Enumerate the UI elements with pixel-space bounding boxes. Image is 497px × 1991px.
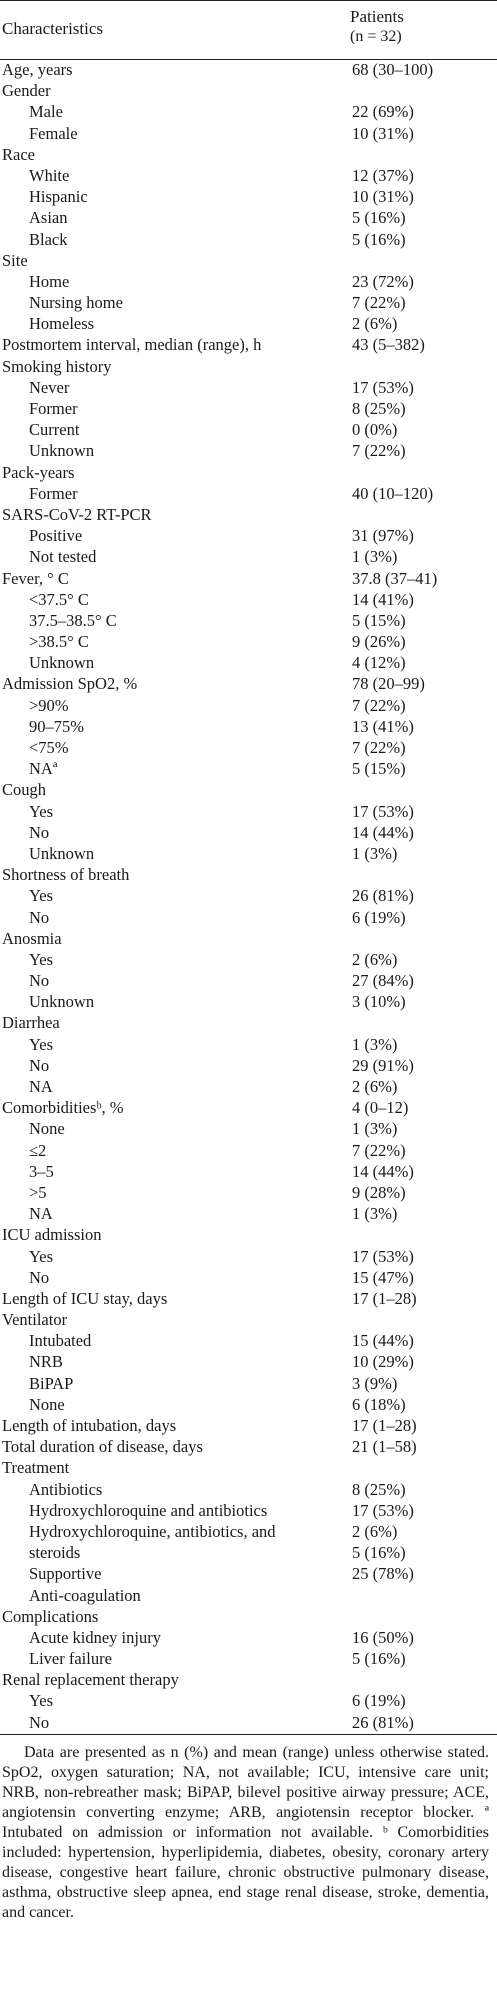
row-value: 31 (97%) — [352, 526, 414, 546]
row-label: Hispanic — [29, 187, 88, 207]
row-label: Yes — [29, 1034, 54, 1054]
table-row — [0, 399, 497, 420]
table-row — [0, 230, 497, 251]
table-footnote — [0, 1735, 497, 1923]
table-row — [0, 759, 497, 780]
row-value: 1 (3%) — [352, 843, 398, 863]
table-row — [0, 971, 497, 992]
header-patients-label: Patients — [350, 7, 404, 26]
row-label: steroids — [29, 1543, 81, 1563]
table-row — [0, 823, 497, 844]
row-label: Unknown — [29, 441, 95, 461]
table-row — [0, 420, 497, 441]
row-label: Yes — [29, 1691, 54, 1711]
row-label: BiPAP — [29, 1373, 74, 1393]
row-label: 90–75% — [29, 716, 84, 736]
row-value — [352, 1013, 497, 1034]
row-label: Ventilator — [2, 1310, 68, 1330]
table-row — [0, 1268, 497, 1289]
row-label: No — [29, 1712, 50, 1732]
row-value: 26 (81%) — [352, 1712, 414, 1732]
row-label: Length of intubation, days — [2, 1416, 177, 1435]
table-row — [0, 1289, 497, 1310]
row-value: 78 (20–99) — [352, 674, 425, 694]
table-row — [0, 335, 497, 356]
row-value: 37.8 (37–41) — [352, 568, 438, 588]
table-row — [0, 1564, 497, 1585]
row-label: Antibiotics — [29, 1479, 103, 1499]
row-label: Yes — [29, 949, 54, 969]
row-value: 9 (28%) — [352, 1182, 406, 1202]
row-value: 13 (41%) — [352, 716, 414, 736]
row-value — [352, 929, 497, 950]
table-row — [0, 1480, 497, 1501]
table-row — [0, 1310, 497, 1331]
row-label: Treatment — [2, 1458, 70, 1478]
row-label: NA — [29, 1204, 53, 1224]
row-value: 5 (16%) — [352, 208, 406, 228]
row-label: Not tested — [29, 547, 97, 567]
row-value: 21 (1–58) — [352, 1437, 417, 1457]
row-value — [352, 865, 497, 886]
row-label: None — [29, 1119, 65, 1139]
table-row — [0, 738, 497, 759]
row-value: 17 (53%) — [352, 801, 414, 821]
row-value — [352, 1586, 497, 1607]
row-label: Pack-years — [2, 462, 75, 482]
table-row — [0, 547, 497, 568]
row-label: Postmortem interval, median (range), h — [2, 335, 262, 355]
table-row — [0, 1013, 497, 1034]
table-row — [0, 1395, 497, 1416]
table-row — [0, 145, 497, 166]
table-row — [0, 60, 497, 81]
row-value — [352, 145, 497, 166]
row-value: 5 (16%) — [352, 1649, 406, 1669]
table-row — [0, 1162, 497, 1183]
row-label: Hydroxychloroquine and antibiotics — [29, 1500, 268, 1520]
table-row — [0, 1374, 497, 1395]
row-label: Admission SpO2, % — [2, 674, 138, 694]
table-row — [0, 674, 497, 695]
row-value: 3 (10%) — [352, 992, 406, 1012]
row-value: 7 (22%) — [352, 1140, 406, 1160]
row-label: NAª — [29, 759, 58, 779]
row-value: 0 (0%) — [352, 420, 398, 440]
row-value: 17 (1–28) — [352, 1288, 417, 1308]
table-row — [0, 1225, 497, 1246]
row-label: ICU admission — [2, 1225, 102, 1245]
table-row — [0, 505, 497, 526]
table-row — [0, 441, 497, 462]
row-value: 5 (16%) — [352, 1543, 406, 1563]
row-value: 7 (22%) — [352, 293, 406, 313]
table-row — [0, 992, 497, 1013]
row-label: Gender — [2, 81, 51, 101]
table-row — [0, 1077, 497, 1098]
header-patients-n: (n = 32) — [350, 28, 402, 45]
table-row — [0, 1628, 497, 1649]
row-value: 29 (91%) — [352, 1055, 414, 1075]
table-row — [0, 929, 497, 950]
table-row — [0, 1437, 497, 1458]
row-value: 12 (37%) — [352, 165, 414, 185]
table-row — [0, 378, 497, 399]
row-value: 6 (19%) — [352, 1691, 406, 1711]
table-row — [0, 1141, 497, 1162]
table-row — [0, 314, 497, 335]
row-label: 3–5 — [29, 1161, 54, 1181]
header-patients — [350, 7, 404, 47]
row-label: None — [29, 1394, 65, 1414]
table-row — [0, 696, 497, 717]
characteristics-table — [0, 60, 497, 1734]
row-value: 5 (16%) — [352, 229, 406, 249]
row-value: 15 (44%) — [352, 1331, 414, 1351]
row-value: 6 (19%) — [352, 907, 406, 927]
row-value — [352, 251, 497, 272]
row-label: Former — [29, 399, 78, 418]
row-value: 14 (41%) — [352, 589, 414, 609]
row-value: 16 (50%) — [352, 1627, 414, 1647]
row-label: Unknown — [29, 992, 95, 1012]
table-row — [0, 865, 497, 886]
row-label: White — [29, 165, 70, 185]
row-label: Cough — [2, 780, 47, 800]
row-label: Hydroxychloroquine, antibiotics, and — [29, 1521, 276, 1541]
row-label: Acute kidney injury — [29, 1627, 161, 1647]
row-value: 2 (6%) — [352, 949, 398, 969]
row-value: 23 (72%) — [352, 271, 414, 291]
row-value — [352, 1310, 497, 1331]
row-label: ≤2 — [29, 1140, 47, 1160]
table-row — [0, 1416, 497, 1437]
row-value: 7 (22%) — [352, 441, 406, 461]
row-value — [352, 1225, 497, 1246]
row-value: 1 (3%) — [352, 547, 398, 567]
table-row — [0, 590, 497, 611]
row-label: Age, years — [2, 60, 73, 79]
row-value: 7 (22%) — [352, 695, 406, 715]
table-row — [0, 124, 497, 145]
row-label: Male — [29, 102, 63, 122]
row-label: Nursing home — [29, 293, 123, 313]
row-value: 40 (10–120) — [352, 483, 434, 503]
table-row — [0, 526, 497, 547]
row-value: 17 (53%) — [352, 1246, 414, 1266]
row-label: >90% — [29, 695, 69, 715]
table-row — [0, 950, 497, 971]
table-row — [0, 1352, 497, 1373]
row-value: 8 (25%) — [352, 399, 406, 418]
row-label: Anti-coagulation — [29, 1585, 141, 1605]
row-label: Complications — [2, 1606, 99, 1626]
row-value: 17 (53%) — [352, 377, 414, 397]
table-row — [0, 272, 497, 293]
table-row — [0, 463, 497, 484]
row-value: 43 (5–382) — [352, 335, 425, 355]
row-label: SARS-CoV-2 RT-PCR — [2, 504, 152, 524]
row-label: Yes — [29, 801, 54, 821]
table-row — [0, 1522, 497, 1543]
row-value: 2 (6%) — [352, 1521, 398, 1541]
table-row — [0, 81, 497, 102]
row-label: Supportive — [29, 1564, 102, 1584]
row-value: 9 (26%) — [352, 632, 406, 652]
table-row — [0, 780, 497, 801]
footnote-text: Data are presented as n (%) and mean (range) unless otherwise stated. SpO2, oxygen saturation; NA, not available; ICU, intensive care unit; NRB, non-rebreather mask; BiPAP, bilevel positive airway pressure; ACE, angiotensin converting enzyme; ARB, angiotensin receptor blocker. ª Intubated on admission or information not available. ᵇ Comorbidities included: hypertension, hyperlipidemia, diabetes, obesity, coronary artery disease, congestive heart failure, chronic obstructive pulmonary disease, asthma, obstructive sleep apnea, end stage renal disease, stroke, dementia, and cancer. — [2, 1743, 489, 1921]
table-row — [0, 484, 497, 505]
row-value — [352, 1607, 497, 1628]
table-row — [0, 844, 497, 865]
table-row — [0, 251, 497, 272]
table-row — [0, 1204, 497, 1225]
table-row — [0, 1607, 497, 1628]
table-row — [0, 1649, 497, 1670]
row-value: 17 (1–28) — [352, 1416, 417, 1435]
row-label: Liver failure — [29, 1649, 112, 1669]
table-row — [0, 611, 497, 632]
row-value: 26 (81%) — [352, 886, 414, 906]
row-label: Anosmia — [2, 928, 62, 948]
table-row — [0, 1247, 497, 1268]
row-value — [352, 1670, 497, 1691]
table-row — [0, 1119, 497, 1140]
row-value: 25 (78%) — [352, 1564, 414, 1584]
table-body — [0, 60, 497, 1734]
row-label: NRB — [29, 1352, 63, 1372]
row-value: 68 (30–100) — [352, 60, 434, 79]
row-value: 15 (47%) — [352, 1267, 414, 1287]
table-row — [0, 632, 497, 653]
row-label: Positive — [29, 526, 83, 546]
row-value: 3 (9%) — [352, 1373, 398, 1393]
table-row — [0, 886, 497, 907]
table-row — [0, 1543, 497, 1564]
row-label: <75% — [29, 738, 69, 757]
row-value: 1 (3%) — [352, 1034, 398, 1054]
table-row — [0, 1501, 497, 1522]
row-value — [352, 81, 497, 102]
table-row — [0, 802, 497, 823]
row-value: 6 (18%) — [352, 1394, 406, 1414]
row-label: Shortness of breath — [2, 865, 130, 885]
row-label: No — [29, 822, 50, 842]
row-label: Race — [2, 144, 35, 164]
table-row — [0, 357, 497, 378]
table-row — [0, 1098, 497, 1119]
row-label: Fever, ° C — [2, 568, 69, 588]
table-row — [0, 208, 497, 229]
row-value — [352, 1458, 497, 1479]
table-row — [0, 908, 497, 929]
row-value: 8 (25%) — [352, 1479, 406, 1499]
row-label: Intubated — [29, 1331, 92, 1351]
row-label: NA — [29, 1077, 53, 1096]
table-row — [0, 102, 497, 123]
row-value — [352, 357, 497, 378]
row-label: Homeless — [29, 314, 95, 334]
table-row — [0, 653, 497, 674]
table-header — [0, 1, 497, 59]
header-characteristics: Characteristics — [2, 19, 104, 38]
row-label: Black — [29, 229, 68, 249]
row-value: 14 (44%) — [352, 1161, 414, 1181]
row-label: No — [29, 1055, 50, 1075]
table-row — [0, 293, 497, 314]
table-row — [0, 1670, 497, 1691]
row-value: 7 (22%) — [352, 738, 406, 757]
table-row — [0, 1586, 497, 1607]
row-value: 22 (69%) — [352, 102, 414, 122]
row-value: 27 (84%) — [352, 971, 414, 991]
table-row — [0, 1331, 497, 1352]
row-label: Female — [29, 123, 78, 143]
row-label: Smoking history — [2, 356, 112, 376]
row-value: 2 (6%) — [352, 1077, 398, 1096]
row-label: Total duration of disease, days — [2, 1437, 203, 1457]
row-label: <37.5° C — [29, 589, 89, 609]
row-label: Asian — [29, 208, 68, 228]
row-value: 10 (29%) — [352, 1352, 414, 1372]
row-value: 17 (53%) — [352, 1500, 414, 1520]
row-label: 37.5–38.5° C — [29, 610, 117, 630]
table-row — [0, 1183, 497, 1204]
row-label: Former — [29, 483, 78, 503]
row-value: 10 (31%) — [352, 187, 414, 207]
row-label: Site — [2, 250, 28, 270]
table-row — [0, 166, 497, 187]
row-value: 4 (0–12) — [352, 1098, 409, 1118]
table-row — [0, 569, 497, 590]
row-label: Home — [29, 271, 70, 291]
table-row — [0, 1035, 497, 1056]
row-label: No — [29, 1267, 50, 1287]
table-row — [0, 717, 497, 738]
row-label: Never — [29, 377, 70, 397]
table-row — [0, 1458, 497, 1479]
row-label: Yes — [29, 886, 54, 906]
row-value: 1 (3%) — [352, 1204, 398, 1224]
table-row — [0, 187, 497, 208]
row-value: 14 (44%) — [352, 822, 414, 842]
table-row — [0, 1691, 497, 1712]
row-label: >38.5° C — [29, 632, 89, 652]
row-value — [352, 780, 497, 801]
row-label: Renal replacement therapy — [2, 1670, 179, 1690]
row-value: 5 (15%) — [352, 759, 406, 779]
table-row — [0, 1713, 497, 1734]
row-value — [352, 463, 497, 484]
row-label: >5 — [29, 1182, 47, 1202]
row-value: 1 (3%) — [352, 1119, 398, 1139]
row-value — [352, 505, 497, 526]
row-label: No — [29, 971, 50, 991]
row-label: Unknown — [29, 653, 95, 673]
row-value: 10 (31%) — [352, 123, 414, 143]
row-label: Comorbiditiesᵇ, % — [2, 1098, 124, 1118]
row-value: 5 (15%) — [352, 610, 406, 630]
row-label: Unknown — [29, 843, 95, 863]
row-label: Yes — [29, 1246, 54, 1266]
table-row — [0, 1056, 497, 1077]
row-label: Length of ICU stay, days — [2, 1288, 168, 1308]
row-value: 4 (12%) — [352, 653, 406, 673]
row-label: No — [29, 907, 50, 927]
row-label: Current — [29, 420, 80, 440]
row-label: Diarrhea — [2, 1013, 60, 1033]
row-value: 2 (6%) — [352, 314, 398, 334]
